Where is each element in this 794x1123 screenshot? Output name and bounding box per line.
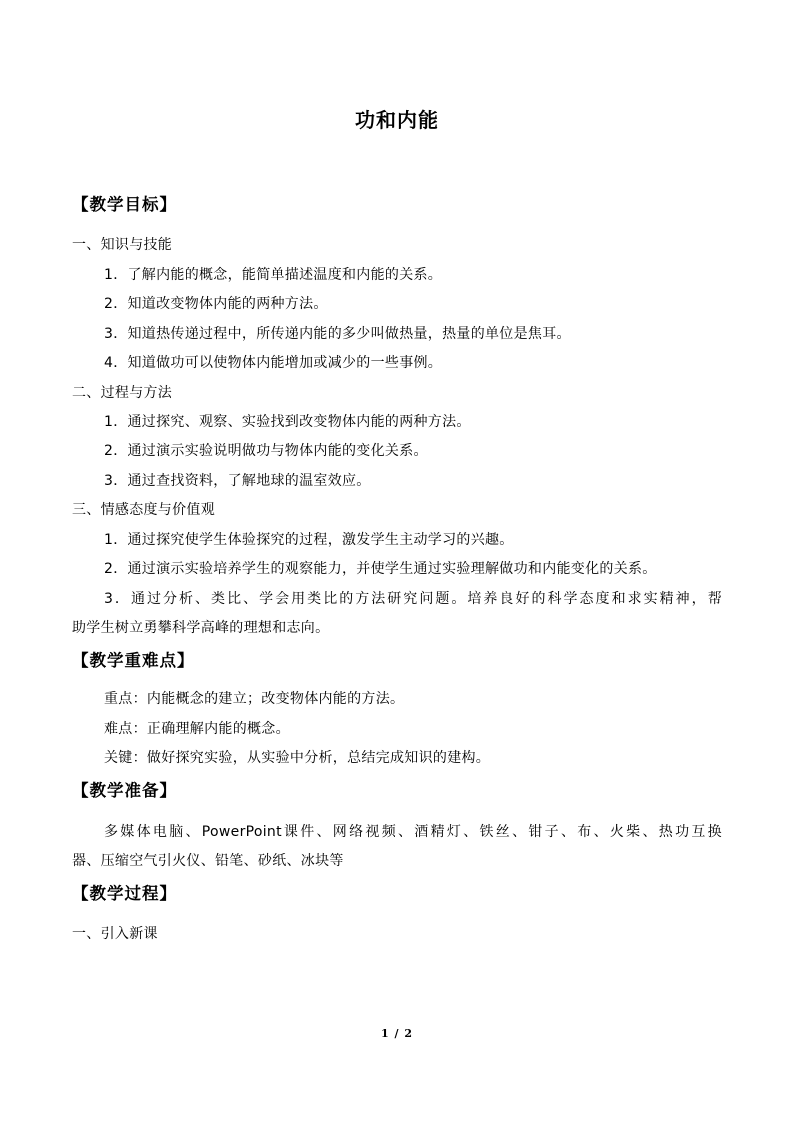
objectives-part3-item-continued: 助学生树立勇攀科学高峰的理想和志向。 [72,620,330,636]
objectives-part1-item: 3．知道热传递过程中，所传递内能的多少叫做热量，热量的单位是焦耳。 [104,326,571,342]
process-part1-label: 一、引入新课 [72,926,158,942]
objectives-part2-item: 1．通过探究、观察、实验找到改变物体内能的两种方法。 [104,414,471,430]
objectives-part1-item: 2．知道改变物体内能的两种方法。 [104,296,328,312]
objectives-part1-item: 1．了解内能的概念，能简单描述温度和内能的关系。 [104,267,443,283]
objectives-part2-item: 2．通过演示实验说明做功与物体内能的变化关系。 [104,443,428,459]
key-points-item: 难点：正确理解内能的概念。 [104,721,290,737]
objectives-part1-item: 4．知道做功可以使物体内能增加或减少的一些事例。 [104,355,443,371]
objectives-heading: 【教学目标】 [72,195,177,214]
page-number: 1 / 2 [381,1027,413,1040]
preparation-heading: 【教学准备】 [72,781,177,800]
process-heading: 【教学过程】 [72,884,177,903]
key-points-heading: 【教学重难点】 [72,651,195,670]
objectives-part3-item: 2．通过演示实验培养学生的观察能力，并使学生通过实验理解做功和内能变化的关系。 [104,561,657,577]
objectives-part2-label: 二、过程与方法 [72,385,173,401]
objectives-part3-item: 3．通过分析、类比、学会用类比的方法研究问题。培养良好的科学态度和求实精神，帮 [104,591,722,607]
objectives-part1-label: 一、知识与技能 [72,237,173,253]
objectives-part3-label: 三、情感态度与价值观 [72,502,215,518]
document-title: 功和内能 [355,108,439,132]
preparation-line: 器、压缩空气引火仪、铅笔、砂纸、冰块等 [72,853,344,869]
key-points-item: 关键：做好探究实验，从实验中分析，总结完成知识的建构。 [104,750,491,766]
objectives-part3-item: 1．通过探究使学生体验探究的过程，激发学生主动学习的兴趣。 [104,532,514,548]
preparation-line: 多媒体电脑、PowerPoint课件、网络视频、酒精灯、铁丝、钳子、布、火柴、热功互换 [104,824,722,840]
key-points-item: 重点：内能概念的建立；改变物体内能的方法。 [104,691,405,707]
objectives-part2-item: 3．通过查找资料，了解地球的温室效应。 [104,473,371,489]
